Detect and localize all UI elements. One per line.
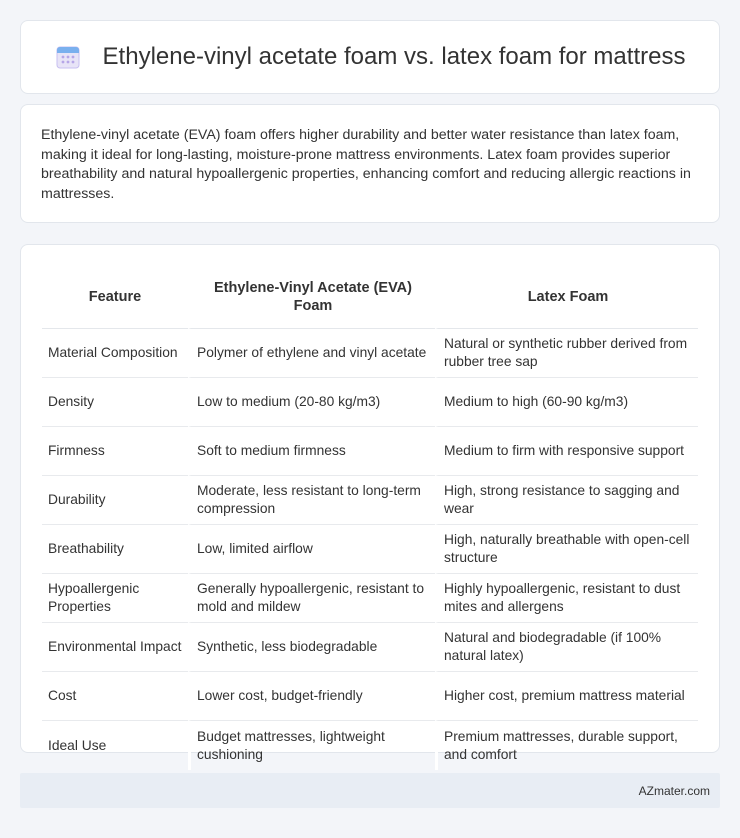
latex-cell: Natural or synthetic rubber derived from rubber tree sap (435, 329, 698, 378)
table-row (42, 378, 698, 427)
feature-cell: Hypoallergenic Properties (42, 574, 188, 623)
eva-cell: Low to medium (20-80 kg/m3) (188, 378, 435, 427)
latex-cell: Highly hypoallergenic, resistant to dust mites and allergens (435, 574, 698, 623)
page-title: Ethylene-vinyl acetate foam vs. latex foam for mattress (102, 43, 686, 70)
header-feature: Feature (42, 266, 188, 329)
table-row (42, 525, 698, 574)
latex-cell: High, strong resistance to sagging and wear (435, 476, 698, 525)
table-row (42, 721, 698, 770)
eva-cell: Lower cost, budget-friendly (188, 672, 435, 721)
latex-cell: Natural and biodegradable (if 100% natural latex) (435, 623, 698, 672)
feature-cell: Density (42, 378, 188, 427)
comparison-card (20, 244, 720, 762)
latex-cell: Higher cost, premium mattress material (435, 672, 698, 721)
feature-cell: Durability (42, 476, 188, 525)
intro-card (20, 104, 720, 223)
table-row (42, 476, 698, 525)
table-row (42, 329, 698, 378)
feature-cell: Ideal Use (48, 737, 107, 753)
intro-text: Ethylene-vinyl acetate (EVA) foam offers higher durability and better water resistance than latex foam, making it ideal for long-lasting, moisture-prone mattress environments. Latex foam provides superior breathability and natural hypoallergenic properties, enhancing comfort and reducing allergic reactions in mattresses. (41, 127, 691, 202)
calendar-icon (55, 44, 81, 70)
eva-cell: Budget mattresses, lightweight cushioning (188, 721, 435, 770)
eva-cell: Low, limited airflow (188, 525, 435, 574)
eva-cell: Soft to medium firmness (188, 427, 435, 476)
eva-cell: Generally hypoallergenic, resistant to mold and mildew (188, 574, 435, 623)
feature-cell: Firmness (42, 427, 188, 476)
eva-cell: Synthetic, less biodegradable (188, 623, 435, 672)
table-row (42, 672, 698, 721)
latex-cell: Medium to firm with responsive support (435, 427, 698, 476)
table-row (42, 574, 698, 623)
header-eva: Ethylene-Vinyl Acetate (EVA) Foam (188, 266, 435, 329)
eva-cell: Polymer of ethylene and vinyl acetate (188, 329, 435, 378)
feature-cell: Material Composition (42, 329, 188, 378)
title-card (20, 20, 720, 94)
table-row (42, 427, 698, 476)
feature-cell: Cost (42, 672, 188, 721)
header-latex: Latex Foam (435, 266, 698, 329)
footer (20, 773, 720, 808)
feature-cell: Environmental Impact (42, 623, 188, 672)
eva-cell: Moderate, less resistant to long-term compression (188, 476, 435, 525)
comparison-table (42, 266, 698, 770)
table-header-row (42, 266, 698, 329)
latex-cell: Medium to high (60-90 kg/m3) (435, 378, 698, 427)
latex-cell: High, naturally breathable with open-cell structure (435, 525, 698, 574)
table-row (42, 623, 698, 672)
footer-brand[interactable]: AZmater.com (638, 783, 710, 798)
latex-cell: Premium mattresses, durable support, and comfort (435, 721, 698, 770)
feature-cell: Breathability (42, 525, 188, 574)
